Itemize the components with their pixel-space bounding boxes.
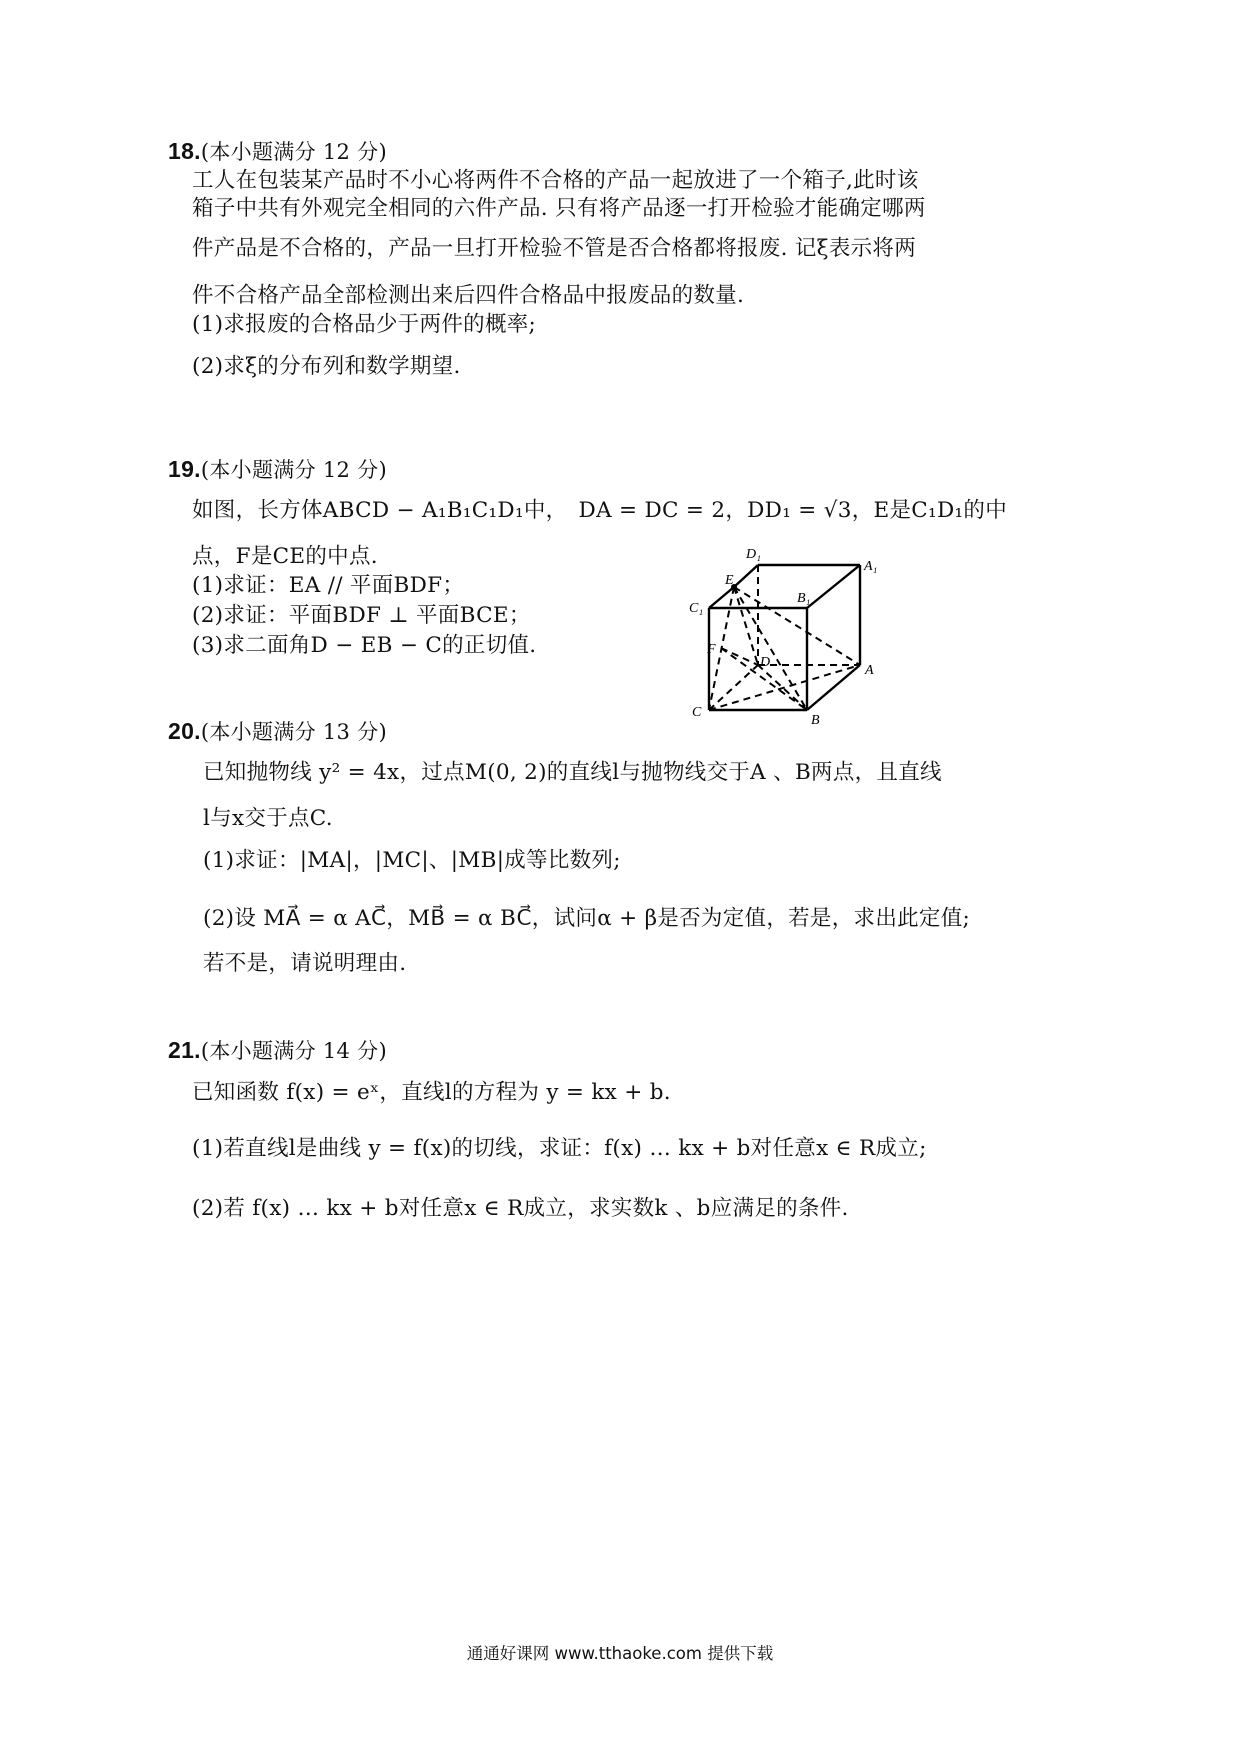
label-E: E bbox=[725, 573, 734, 588]
question-text-line: (2)若 f(x) … kx + b对任意x ∈ R成立，求实数k 、b应满足的条件. bbox=[192, 1196, 849, 1221]
label-B1: B₁ bbox=[797, 591, 811, 606]
question-text-line: (1)若直线l是曲线 y = f(x)的切线，求证：f(x) … kx + b对任意x ∈ R成立; bbox=[192, 1136, 927, 1161]
question-18-title bbox=[168, 140, 387, 164]
question-text-line: 件产品是不合格的，产品一旦打开检验不管是否合格都将报废. 记ξ表示将两 bbox=[192, 236, 917, 261]
label-C: C bbox=[692, 705, 702, 720]
label-A1: A₁ bbox=[864, 559, 878, 574]
footer-watermark: 通通好课网 www.tthaoke.com 提供下载 bbox=[466, 1644, 774, 1663]
label-B: B bbox=[811, 713, 820, 728]
label-D1: D₁ bbox=[746, 547, 761, 562]
question-text-line: 点，F是CE的中点. bbox=[192, 544, 378, 569]
question-text-line: 件不合格产品全部检测出来后四件合格品中报废品的数量. bbox=[192, 283, 745, 308]
question-text-line: 工人在包装某产品时不小心将两件不合格的产品一起放进了一个箱子,此时该 bbox=[192, 168, 919, 193]
label-A: A bbox=[865, 663, 874, 678]
label-F: F bbox=[707, 642, 716, 657]
edge-B-A bbox=[807, 665, 860, 710]
edge-B1-A1 bbox=[807, 565, 860, 608]
question-number: 20. bbox=[168, 718, 201, 744]
question-header: (本小题满分 13 分) bbox=[200, 720, 387, 744]
question-text-line: l与x交于点C. bbox=[203, 806, 333, 831]
question-text-line: (2)求ξ的分布列和数学期望. bbox=[192, 354, 461, 379]
segment-F-D bbox=[721, 648, 758, 665]
cuboid-figure bbox=[680, 540, 900, 730]
question-text-line: (3)求二面角D − EB − C的正切值. bbox=[192, 633, 537, 658]
question-21-title bbox=[168, 1039, 387, 1063]
question-text-line: 箱子中共有外观完全相同的六件产品. 只有将产品逐一打开检验才能确定哪两 bbox=[192, 196, 926, 221]
question-text-line: (1)求报废的合格品少于两件的概率; bbox=[192, 312, 537, 337]
question-20-title bbox=[168, 720, 387, 744]
segment-E-D bbox=[734, 587, 758, 665]
question-text-line: (2)设 MA⃗ = α AC⃗，MB⃗ = α BC⃗，试问α + β是否为定值，若是，求出此定值; bbox=[203, 906, 971, 931]
question-header: (本小题满分 12 分) bbox=[200, 140, 387, 164]
question-19-title bbox=[168, 458, 387, 482]
question-header: (本小题满分 14 分) bbox=[200, 1039, 387, 1063]
question-number: 18. bbox=[168, 138, 201, 164]
question-text-line: (1)求证：EA // 平面BDF； bbox=[192, 573, 465, 598]
question-text-line: 已知抛物线 y² = 4x，过点M(0, 2)的直线l与抛物线交于A 、B两点，且直线 bbox=[203, 760, 942, 785]
question-text-line: 已知函数 f(x) = eˣ，直线l的方程为 y = kx + b. bbox=[192, 1080, 671, 1105]
question-text-line: 如图，长方体ABCD − A₁B₁C₁D₁中， DA = DC = 2，DD₁ = √3，E是C₁D₁的中 bbox=[192, 498, 1008, 523]
question-header: (本小题满分 12 分) bbox=[200, 458, 387, 482]
question-number: 21. bbox=[168, 1037, 201, 1063]
question-text-line: (2)求证：平面BDF ⊥ 平面BCE； bbox=[192, 603, 531, 628]
question-number: 19. bbox=[168, 456, 201, 482]
label-C1: C₁ bbox=[689, 601, 704, 616]
question-text-line: 若不是，请说明理由. bbox=[203, 951, 407, 976]
label-D: D bbox=[760, 655, 771, 670]
question-text-line: (1)求证：|MA|，|MC|、|MB|成等比数列; bbox=[203, 848, 621, 873]
edge-E-D1 bbox=[734, 565, 758, 587]
